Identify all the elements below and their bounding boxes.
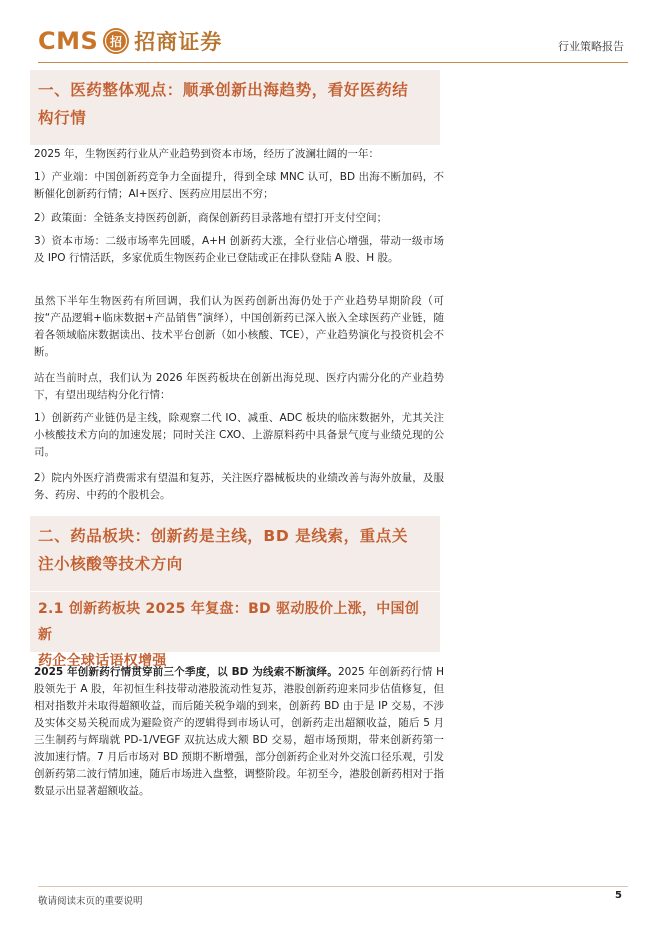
section2-title-line2: 注小核酸等技术方向 bbox=[38, 555, 183, 573]
paragraph-2025-review-lead: 2025 年创新药行情贯穿前三个季度，以 BD 为线索不断演绎。 bbox=[34, 666, 338, 678]
logo-emblem-icon bbox=[102, 27, 130, 55]
paragraph-2025-review-body: 2025 年创新药行情 H 股领先于 A 股，年初恒生科技带动港股流动性复苏，港股创新药迎来同步估值修复，但相对指数并未取得超额收益，而后随关税争端的到来，创新药 BD 由于是 IP 交易，不涉及实体交易关税而成为避险资产的逻辑得到市场认可，创新药走出超额收益，随后 5 月三生制药与辉瑞就 PD-1/VEGF 双抗达成大额 BD 交易，超市场预期，带来创新药第一波加速行情。7 月后市场对 BD 预期不断增强，部分创新药企业对外交流口径乐观，引发创新药第二波行情加速，随后市场进入盘整，调整阶段。年初至今，港股创新药相对于指数显示出显著超额收益。 bbox=[34, 666, 444, 797]
paragraph-2026-view: 站在当前时点，我们认为 2026 年医药板块在创新出海兑现、医疗内需分化的产业趋势下，有望出现结构分化行情： bbox=[34, 372, 444, 401]
subsection21-heading-box bbox=[30, 592, 440, 669]
subsection21-title-line2: 药企全球话语权增强 bbox=[38, 653, 167, 669]
paragraph-2025-review bbox=[34, 664, 444, 800]
section1-heading-box bbox=[30, 70, 440, 145]
report-type-label: 行业策略报告 bbox=[558, 40, 624, 53]
paragraph-medical-consumption: 2）院内外医疗消费需求有望温和复苏，关注医疗器械板块的业绩改善与海外放量，及服务、药房、中药的个股机会。 bbox=[34, 472, 444, 501]
paragraph-industry: 1）产业端：中国创新药竞争力全面提升，得到全球 MNC 认可，BD 出海不断加码，不断催化创新药行情；AI+医疗、医药应用层出不穷； bbox=[34, 171, 444, 200]
paragraph-outlook: 虽然下半年生物医药有所回调，我们认为医药创新出海仍处于产业趋势早期阶段（可按“产品逻辑+临床数据+产品销售”演绎），中国创新药已深入嵌入全球医药产业链，随着各领域临床数据读出、技术平台创新（如小核酸、TCE），产业趋势演化与投资机会不断。 bbox=[34, 295, 444, 358]
footer-divider bbox=[38, 886, 628, 887]
section2-title-line1: 二、药品板块：创新药是主线，BD 是线索，重点关 bbox=[38, 527, 408, 545]
paragraph-intro: 2025 年，生物医药行业从产业趋势到资本市场，经历了波澜壮阔的一年： bbox=[34, 148, 380, 160]
paragraph-innovative-drug-chain: 1）创新药产业链仍是主线，除观察二代 IO、减重、ADC 板块的临床数据外，尤其关注小核酸技术方向的加速发展；同时关注 CXO、上游原料药中具备景气度与业绩兑现的公司。 bbox=[34, 412, 444, 458]
header-divider bbox=[38, 62, 628, 63]
logo-cms-text: CMS bbox=[38, 27, 99, 55]
company-logo bbox=[38, 26, 222, 56]
section1-title-line1: 一、医药整体观点：顺承创新出海趋势，看好医药结 bbox=[38, 81, 409, 99]
section1-title-line2: 构行情 bbox=[38, 109, 87, 127]
logo-chinese-name: 招商证券 bbox=[134, 30, 223, 54]
subsection21-title-line1: 2.1 创新药板块 2025 年复盘：BD 驱动股价上涨，中国创新 bbox=[38, 601, 420, 643]
paragraph-capital-market: 3）资本市场：二级市场率先回暖，A+H 创新药大涨，全行业信心增强，带动一级市场及 IPO 行情活跃，多家优质生物医药企业已登陆或正在排队登陆 A 股、H 股。 bbox=[34, 235, 444, 264]
section2-heading-box bbox=[30, 516, 440, 591]
footer-disclaimer-note: 敬请阅读末页的重要说明 bbox=[38, 896, 143, 907]
page-number: 5 bbox=[615, 890, 622, 901]
paragraph-policy: 2）政策面：全链条支持医药创新，商保创新药目录落地有望打开支付空间； bbox=[34, 212, 388, 224]
page-header bbox=[38, 22, 628, 64]
logo-emblem-text: 招 bbox=[110, 35, 123, 49]
